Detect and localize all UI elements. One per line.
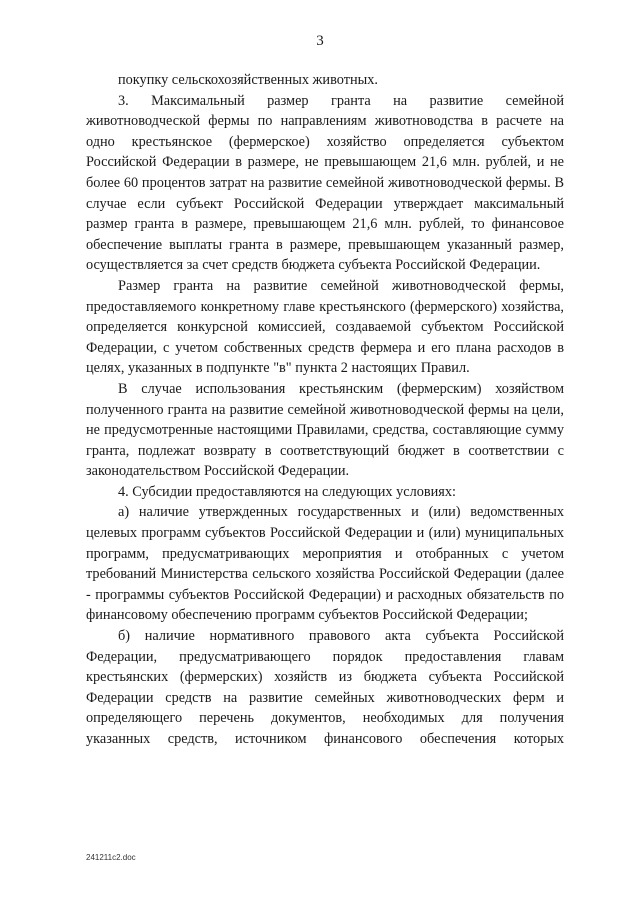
footer-filename: 241211c2.doc bbox=[86, 853, 136, 862]
paragraph-6: а) наличие утвержденных государственных и (или) ведомственных целевых программ субъектов Российской Федерации и (или) муниципальных программ, предусматривающих мероприятия и отобранных с учетом требований Министерства сельского хозяйства Российской Федерации (далее - программы субъектов Российской Федерации) и расходных обязательств по финансовому обеспечению программ субъектов Российской Федерации; bbox=[86, 504, 564, 624]
paragraph-2: 3. Максимальный размер гранта на развитие семейной животноводческой фермы по направлениям животноводства в расчете на одно крестьянское (фермерское) хозяйство определяется субъектом Российской Федерации в размере, не превышающем 21,6 млн. рублей, и не более 60 процентов затрат на развитие семейной животноводческой фермы. В случае если субъект Российской Федерации утверждает максимальный размер гранта в размере, превышающем 21,6 млн. рублей, то финансовое обеспечение выплаты гранта в размере, превышающем указанный размер, осуществляется за счет средств бюджета субъекта Российской Федерации. bbox=[86, 92, 564, 274]
paragraph-4: В случае использования крестьянским (фермерским) хозяйством полученного гранта на развитие семейной животноводческой фермы на цели, не предусмотренные настоящими Правилами, средства, составляющие сумму гранта, подлежат возврату в соответствующий бюджет в соответствии с законодательством Российской Федерации. bbox=[86, 380, 564, 480]
page-number: 3 bbox=[316, 33, 324, 49]
paragraph-5: 4. Субсидии предоставляются на следующих условиях: bbox=[118, 483, 456, 500]
paragraph-1: покупку сельскохозяйственных животных. bbox=[118, 72, 378, 88]
document-body bbox=[86, 70, 564, 750]
paragraph-3: Размер гранта на развитие семейной животноводческой фермы, предоставляемого конкретному главе крестьянского (фермерского) хозяйства, определяется конкурсной комиссией, создаваемой субъектом Российской Федерации, с учетом собственных средств фермера и его плана расходов в целях, указанных в подпункте "в" пункта 2 настоящих Правил. bbox=[86, 277, 564, 377]
paragraph-7: б) наличие нормативного правового акта субъекта Российской Федерации, предусматривающего порядок предоставления главам крестьянских (фермерских) хозяйств из бюджета субъекта Российской Федерации средств на развитие семейных животноводческих ферм и определяющего перечень документов, необходимых для получения указанных средств, источником финансового обеспечения которых bbox=[86, 628, 564, 747]
